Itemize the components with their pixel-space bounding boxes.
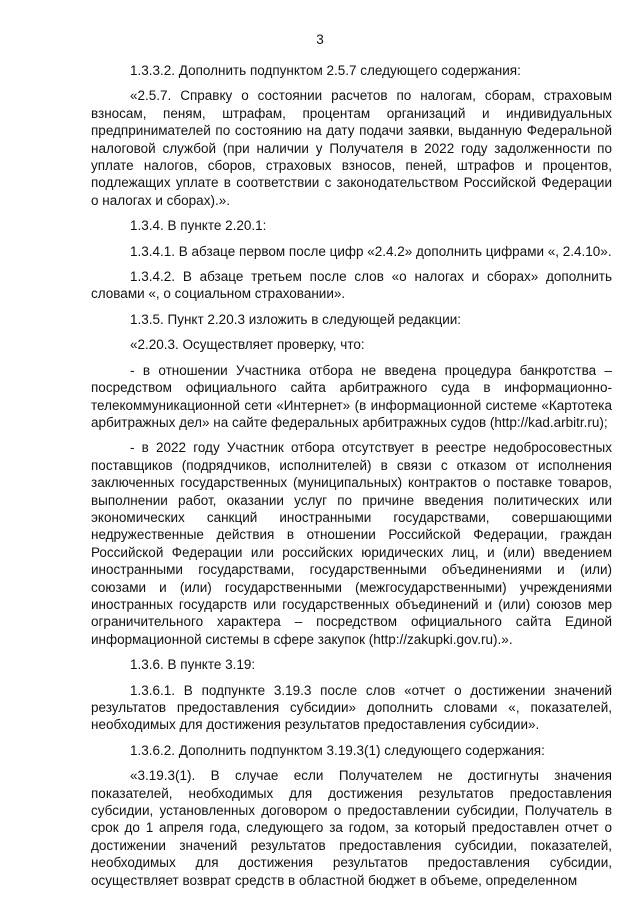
paragraph-unscrupulous-suppliers: - в 2022 году Участник отбора отсутствует в реестре недобросовестных поставщиков (подрядчиков, исполнителей) в связи с отказом от исполнения заключенных государственных (муниципальных) контрактов о поставке товаров, выполнении работ, оказании услуг по причине введения политических или экономических санкций иностранными государствами, совершающими недружественные действия в отношении Российской Федерации, граждан Российской Федерации или российских юридических лиц, и (или) введением иностранными государствами, государственными объединениями и (или) союзами и (или) государственными (межгосударственными) учреждениями иностранных государств или государственных объединений и (или) союзов мер ограничительного характера – посредством официального сайта Единой информационной системы в сфере закупок (http://zakupki.gov.ru).». <box>91 440 612 647</box>
paragraph-1-3-6: 1.3.6. В пункте 3.19: <box>130 657 256 673</box>
page-number: 3 <box>316 32 324 47</box>
paragraph-2-20-3: «2.20.3. Осуществляет проверку, что: <box>130 337 365 353</box>
paragraph-2-5-7: «2.5.7. Справку о состоянии расчетов по налогам, сборам, страховым взносам, пеням, штрафам, процентам организаций и индивидуальных предпринимателей по состоянию на дату подачи заявки, выданную Федеральной налоговой службой (при наличии у Получателя в 2022 году задолженности по уплате налогов, сборов, страховых взносов, пеней, штрафов и процентов, подлежащих уплате в соответствии с законодательством Российской Федерации о налогах и сборах).». <box>91 88 612 208</box>
paragraph-1-3-3-2: 1.3.3.2. Дополнить подпунктом 2.5.7 следующего содержания: <box>130 63 521 78</box>
paragraph-bankruptcy-check: - в отношении Участника отбора не введена процедура банкротства – посредством официального сайта арбитражного суда в информационно-телекоммуникационной сети «Интернет» (в информационной системе «Картотека арбитражных дел» на сайте федеральных арбитражных судов (http://kad.arbitr.ru); <box>91 362 612 430</box>
paragraph-1-3-6-1: 1.3.6.1. В подпункте 3.19.3 после слов «отчет о достижении значений результатов предоставления субсидии» дополнить словами «, показателей, необходимых для достижения результатов предоставления субсидии». <box>91 682 612 733</box>
paragraph-1-3-4-1: 1.3.4.1. В абзаце первом после цифр «2.4.2» дополнить цифрами «, 2.4.10». <box>130 243 612 259</box>
paragraph-3-19-3-1: «3.19.3(1). В случае если Получателем не достигнуты значения показателей, необходимых для достижения результатов предоставления субсидии, установленных договором о предоставлении субсидии, Получатель в срок до 1 апреля года, следующего за годом, за который предоставлен отчет о достижении значений результатов предоставления субсидии, показателей, необходимых для достижения результатов предоставления субсидии, осуществляет возврат средств в областной бюджет в объеме, определенном <box>91 768 612 888</box>
paragraph-1-3-5: 1.3.5. Пункт 2.20.3 изложить в следующей редакции: <box>130 311 462 327</box>
document-body <box>91 62 612 896</box>
paragraph-1-3-6-2: 1.3.6.2. Дополнить подпунктом 3.19.3(1) следующего содержания: <box>130 742 545 758</box>
paragraph-1-3-4: 1.3.4. В пункте 2.20.1: <box>130 218 267 234</box>
paragraph-1-3-4-2: 1.3.4.2. В абзаце третьем после слов «о налогах и сборах» дополнить словами «, о социальном страховании». <box>91 269 612 302</box>
